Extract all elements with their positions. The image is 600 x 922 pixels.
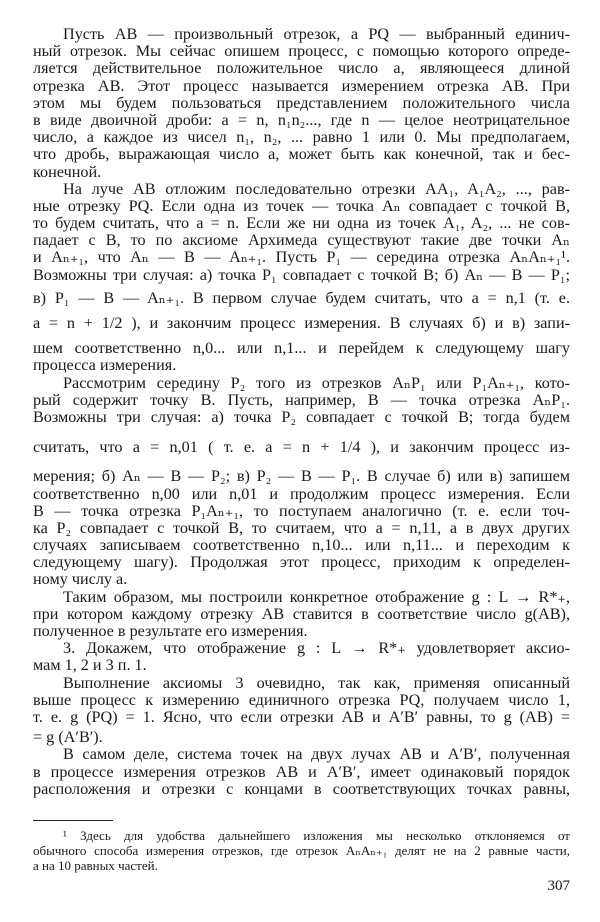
text-line: ные отрезку PQ. Если одна из точек — точка Aₙ совпадает с точкой B,	[33, 196, 570, 215]
text-line: число, а каждое из чисел n₁, n₂, ... равно 1 или 0. Мы предполагаем,	[33, 128, 570, 147]
text-line: конечной.	[33, 162, 102, 181]
text-line: B — точка отрезка P₁Aₙ₊₁, то поступаем аналогично (т. е. если точ-	[33, 501, 570, 520]
paragraph	[33, 181, 570, 375]
footnote-line: ¹ Здесь для удобства дальнейшего изложения мы несколько отклоняемся от	[63, 828, 570, 843]
text-line: при котором каждому отрезку AB ставится в соответствие число g(AB),	[33, 604, 570, 623]
text-line: в виде двоичной дроби: a = n, n₁n₂..., где n — целое неотрицательное	[33, 110, 570, 129]
text-line: случаях записываем соответственно n,10... или n,11... и переходим к	[33, 536, 570, 555]
page-number: 307	[547, 878, 570, 894]
footnote-divider	[33, 820, 113, 821]
text-line: падает с B, то по аксиоме Архимеда существуют такие две точки Aₙ	[33, 231, 570, 250]
text-line: и Aₙ₊₁, что Aₙ — B — Aₙ₊₁. Пусть P₁ — середина отрезка AₙAₙ₊₁¹.	[33, 248, 570, 267]
text-line: т. е. g (PQ) = 1. Ясно, что если отрезки AB и A′B′ равны, то g (AB) =	[33, 707, 570, 726]
text-line: На луче AB отложим последовательно отрезки AA₁, A₁A₂, ..., рав-	[63, 179, 570, 198]
footnote	[33, 828, 570, 873]
text-line: Возможны три случая: а) точка P₂ совпадает с точкой B; тогда будем	[33, 407, 570, 426]
paragraph	[33, 589, 570, 641]
text-line: ляется действительное положительное число a, являющееся длиной	[33, 59, 570, 78]
paragraph	[33, 640, 570, 674]
text-line: рый содержит точку B. Пусть, например, B — точка отрезка AₙP₁.	[33, 390, 570, 409]
text-line: в процессе измерения отрезков AB и A′B′, имеет одинаковый порядок	[33, 762, 570, 781]
text-line: ный отрезок. Мы сейчас опишем процесс, с помощью которого опреде-	[33, 42, 570, 61]
text-line: что дробь, выражающая число a, может быть как конечной, так и бес-	[33, 145, 570, 164]
text-line: следующему шагу). Продолжая этот процесс, приходим к определен-	[33, 553, 570, 572]
footnote-line: а на 10 равных частей.	[33, 858, 158, 873]
paragraph	[33, 746, 570, 798]
text-line: то будем считать, что a = n. Если же ни одна из точек A₁, A₂, ... не сов-	[33, 214, 570, 233]
text-line: Таким образом, мы построили конкретное отображение g : L → R*₊,	[63, 587, 570, 606]
text-line: В самом деле, система точек на двух лучах AB и A′B′, полученная	[63, 745, 570, 764]
paragraph	[33, 375, 570, 589]
text-line: ка P₂ совпадает с точкой B, то считаем, что a = n,11, а в двух других	[33, 518, 570, 537]
text-line: = g (A′B′).	[33, 728, 103, 747]
text-line: мам 1, 2 и 3 п. 1.	[33, 656, 147, 675]
text-line: процесса измерения.	[33, 356, 177, 375]
text-line: шем соответственно n,0... или n,1... и перейдем к следующему шагу	[33, 339, 570, 358]
text-line: Пусть AB — произвольный отрезок, а PQ — выбранный единич-	[63, 25, 570, 43]
text-line: мерения; б) Aₙ — B — P₂; в) P₂ — B — P₁. В случае б) или в) запишем	[33, 467, 570, 486]
text-line: считать, что a = n,01 ( т. е. a = n + 1/4 ), и закончим процесс из-	[33, 438, 570, 457]
text-line: этом мы будем пользоваться представлением положительного числа	[33, 93, 570, 112]
text-line: в) P₁ — B — Aₙ₊₁. В первом случае будем считать, что a = n,1 (т. е.	[33, 288, 570, 307]
text-line: выше процесс к измерению единичного отрезка PQ, получаем число 1,	[33, 690, 570, 709]
text-line: 3. Докажем, что отображение g : L → R*₊ удовлетворяет аксио-	[63, 639, 570, 658]
footnote-line: обычного способа измерения отрезков, где отрезок AₙAₙ₊₁ делят не на 2 равные части,	[33, 843, 570, 858]
text-line: отрезка AB. Этот процесс называется измерением отрезка AB. При	[33, 76, 570, 95]
text-line: Возможны три случая: а) точка P₁ совпадает с точкой B; б) Aₙ — B — P₁;	[33, 265, 570, 284]
text-line: соответственно n,00 или n,01 и продолжим процесс измерения. Если	[33, 484, 570, 503]
text-line: полученное в результате его измерения.	[33, 622, 308, 640]
paragraph	[33, 26, 570, 181]
text-line: ному числу a.	[33, 570, 128, 589]
text-line: расположения и отрезки с концами в соответствующих точках равны,	[33, 779, 570, 798]
body-text	[33, 26, 570, 798]
text-line: Рассмотрим середину P₂ того из отрезков AₙP₁ или P₁Aₙ₊₁, кото-	[63, 373, 570, 392]
paragraph	[33, 675, 570, 747]
text-line: Выполнение аксиомы 3 очевидно, так как, применяя описанный	[63, 673, 570, 692]
text-line: a = n + 1/2 ), и закончим процесс измерения. В случаях б) и в) запи-	[33, 314, 570, 332]
